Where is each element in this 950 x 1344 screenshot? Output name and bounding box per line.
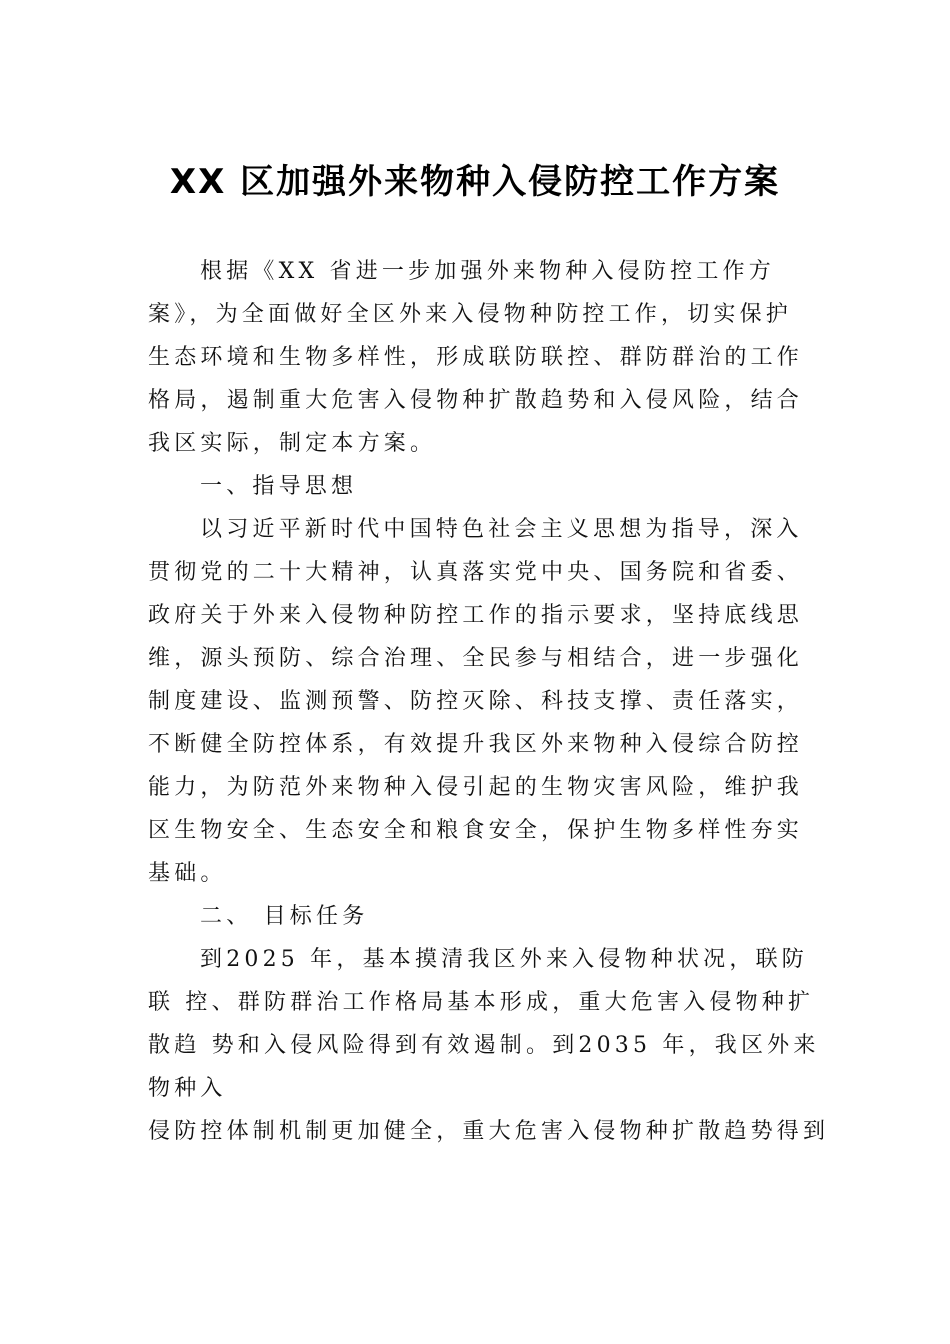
intro-paragraph: 根据《XX 省进一步加强外来物种入侵防控工作方案》，为全面做好全区外来入侵物种防控工作，切实保护生态环境和生物多样性，形成联防联控、群防群治的工作格局，遏制重大危害入侵物种扩散趋势和入侵风险，结合我区实际，制定本方案。 [148,259,804,456]
goals-tasks-paragraph [148,938,830,1153]
goals-line: 散趋 势和入侵风险得到有效遏制。到2035 年，我区外来 [148,1033,820,1058]
guiding-ideology-paragraph: 以习近平新时代中国特色社会主义思想为指导，深入贯彻党的二十大精神，认真落实党中央、国务院和省委、政府关于外来入侵物种防控工作的指示要求，坚持底线思维，源头预防、综合治理、全民参与相结合，进一步强化制度建设、监测预警、防控灭除、科技支撑、责任落实，不断健全防控体系，有效提升我区外来物种入侵综合防控能力，为防范外来物种入侵引起的生物灾害风险，维护我区生物安全、生态安全和粮食安全，保护生物多样性夯实基础。 [148,517,804,886]
goals-line: 物种入 [148,1076,227,1101]
goals-line: 联 控、群防群治工作格局基本形成，重大危害入侵物种扩 [148,990,815,1015]
section-heading-goals-tasks: 二、 目标任务 [200,904,369,929]
section-heading-guiding-ideology: 一、指导思想 [200,474,358,499]
document-title: XX 区加强外来物种入侵防控工作方案 [169,162,781,202]
document-body [148,250,830,1153]
goals-line: 侵防控体制机制更加健全，重大危害入侵物种扩散趋势得到 [148,1119,830,1144]
goals-line: 到2025 年，基本摸清我区外来入侵物种状况，联防 [200,947,808,972]
